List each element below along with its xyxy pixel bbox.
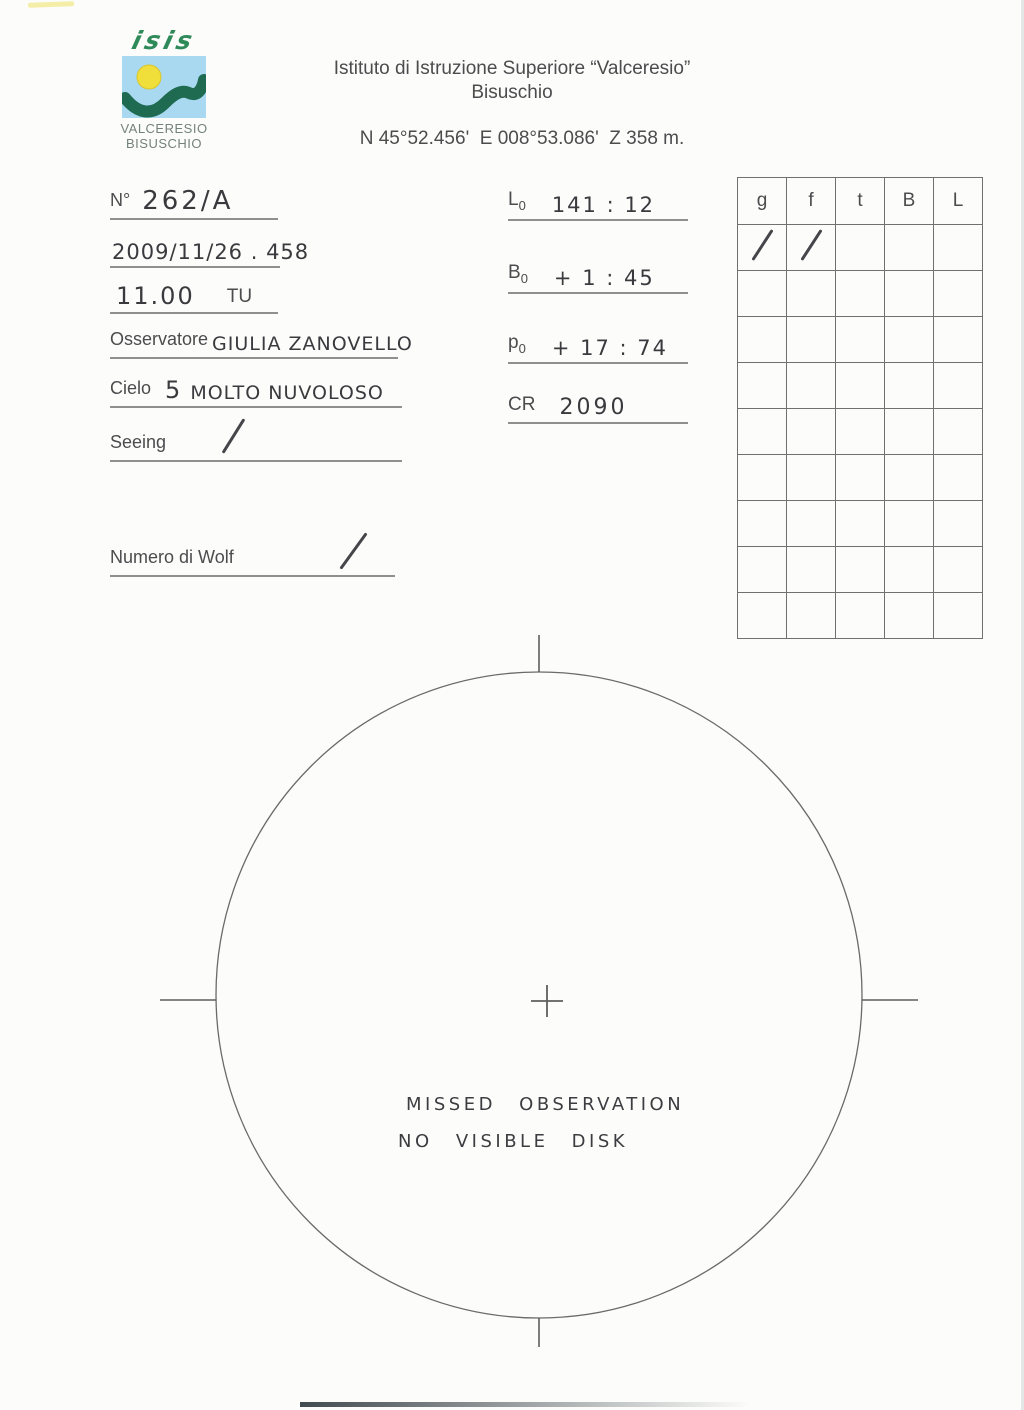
field-cr bbox=[508, 394, 688, 424]
sun-icon bbox=[137, 65, 161, 89]
table-cell bbox=[934, 225, 983, 271]
field-p0 bbox=[508, 332, 688, 364]
table-row bbox=[738, 271, 983, 317]
school-logo bbox=[110, 28, 218, 151]
table-cell bbox=[934, 455, 983, 501]
table-cell bbox=[836, 455, 885, 501]
table-cell bbox=[738, 271, 787, 317]
table-header-g: g bbox=[738, 178, 787, 225]
sky-description-value: MOLTO NUVOLOSO bbox=[190, 382, 384, 404]
b0-value: + 1 : 45 bbox=[553, 265, 655, 290]
table-cell bbox=[787, 317, 836, 363]
sky-label: Cielo bbox=[110, 378, 152, 398]
table-cell bbox=[836, 547, 885, 593]
wave-icon bbox=[125, 80, 204, 112]
solar-disk-circle bbox=[216, 672, 862, 1318]
disk-note-line1: MISSED OBSERVATION bbox=[406, 1094, 685, 1115]
tally-slash-mark bbox=[800, 229, 822, 261]
logo-sun-wave-icon bbox=[122, 56, 206, 118]
l0-label: $L_0$ bbox=[508, 189, 526, 213]
logo-caption-line1: VALCERESIO bbox=[120, 121, 208, 136]
field-wolf-number bbox=[110, 530, 395, 577]
table-row bbox=[738, 547, 983, 593]
field-seeing bbox=[110, 414, 402, 462]
field-l0 bbox=[508, 189, 688, 221]
header-title bbox=[262, 57, 762, 105]
field-sky bbox=[110, 376, 402, 408]
table-cell bbox=[885, 547, 934, 593]
number-label: N° bbox=[110, 190, 131, 210]
table-cell bbox=[885, 455, 934, 501]
table-cell bbox=[836, 271, 885, 317]
table-cell bbox=[738, 409, 787, 455]
table-cell bbox=[885, 317, 934, 363]
solar-disk-drawing bbox=[0, 630, 1024, 1370]
sky-rating-value: 5 bbox=[165, 376, 181, 404]
scan-artifact-bottom bbox=[300, 1402, 750, 1407]
table-header-t: t bbox=[836, 178, 885, 225]
field-number bbox=[110, 186, 278, 220]
scan-artifact-top bbox=[28, 1, 74, 8]
table-row bbox=[738, 363, 983, 409]
table-cell bbox=[787, 225, 836, 271]
disk-center-crosshair-icon bbox=[531, 985, 563, 1017]
table-cell bbox=[885, 363, 934, 409]
table-cell bbox=[787, 409, 836, 455]
observer-label: Osservatore bbox=[110, 329, 209, 349]
table-row bbox=[738, 409, 983, 455]
table-cell bbox=[836, 225, 885, 271]
b0-label: $B_0$ bbox=[508, 262, 528, 286]
table-cell bbox=[787, 501, 836, 547]
table-cell bbox=[836, 363, 885, 409]
table-cell bbox=[836, 501, 885, 547]
table-cell bbox=[836, 409, 885, 455]
table-cell bbox=[738, 501, 787, 547]
table-cell bbox=[934, 271, 983, 317]
table-row bbox=[738, 225, 983, 271]
seeing-slash-mark bbox=[222, 418, 246, 454]
cr-value: 2090 bbox=[559, 395, 628, 420]
logo-caption bbox=[110, 121, 218, 151]
number-value: 262/A bbox=[142, 186, 234, 216]
table-cell bbox=[934, 317, 983, 363]
table-cell bbox=[787, 547, 836, 593]
field-time bbox=[110, 282, 278, 314]
table-header-L: L bbox=[934, 178, 983, 225]
table-cell bbox=[934, 363, 983, 409]
table-cell bbox=[885, 409, 934, 455]
p0-value: + 17 : 74 bbox=[551, 335, 668, 360]
field-observer bbox=[110, 329, 413, 359]
institute-name: Istituto di Istruzione Superiore “Valceresio” bbox=[333, 58, 691, 79]
table-cell bbox=[738, 317, 787, 363]
table-cell bbox=[885, 501, 934, 547]
table-row bbox=[738, 501, 983, 547]
wolf-slash-mark bbox=[339, 532, 367, 569]
time-value: 11.00 bbox=[116, 282, 195, 310]
table-cell bbox=[738, 455, 787, 501]
table-header-row bbox=[738, 178, 983, 225]
observation-table bbox=[737, 177, 983, 639]
table-cell bbox=[836, 317, 885, 363]
logo-caption-line2: BISUSCHIO bbox=[125, 136, 202, 151]
tally-slash-mark bbox=[751, 229, 773, 261]
table-cell bbox=[738, 225, 787, 271]
table-cell bbox=[787, 363, 836, 409]
table-header-f: f bbox=[787, 178, 836, 225]
table-cell bbox=[738, 547, 787, 593]
disk-note-line2: NO VISIBLE DISK bbox=[398, 1131, 629, 1152]
table-cell bbox=[787, 271, 836, 317]
observation-table-body bbox=[738, 225, 983, 639]
site-coordinates: N 45°52.456' E 008°53.086' Z 358 m. bbox=[359, 128, 685, 149]
date-value: 2009/11/26 . 458 bbox=[112, 240, 310, 264]
table-cell bbox=[934, 547, 983, 593]
logo-graphic bbox=[122, 56, 206, 118]
wolf-number-label: Numero di Wolf bbox=[110, 547, 234, 567]
observer-value: GIULIA ZANOVELLO bbox=[212, 333, 413, 355]
field-date bbox=[110, 240, 310, 268]
institute-city: Bisuschio bbox=[471, 82, 553, 103]
table-cell bbox=[738, 363, 787, 409]
cr-label: CR bbox=[508, 394, 536, 415]
table-header-B: B bbox=[885, 178, 934, 225]
table-cell bbox=[787, 455, 836, 501]
table-cell bbox=[885, 271, 934, 317]
table-row bbox=[738, 455, 983, 501]
table-cell bbox=[934, 501, 983, 547]
table-cell bbox=[934, 409, 983, 455]
time-unit-label: TU bbox=[226, 286, 253, 307]
field-b0 bbox=[508, 262, 688, 294]
table-cell bbox=[885, 225, 934, 271]
logo-isis-text: isis bbox=[129, 26, 200, 55]
table-row bbox=[738, 317, 983, 363]
p0-label: $p_0$ bbox=[508, 332, 526, 356]
seeing-label: Seeing bbox=[110, 432, 167, 452]
l0-value: 141 : 12 bbox=[551, 192, 656, 217]
